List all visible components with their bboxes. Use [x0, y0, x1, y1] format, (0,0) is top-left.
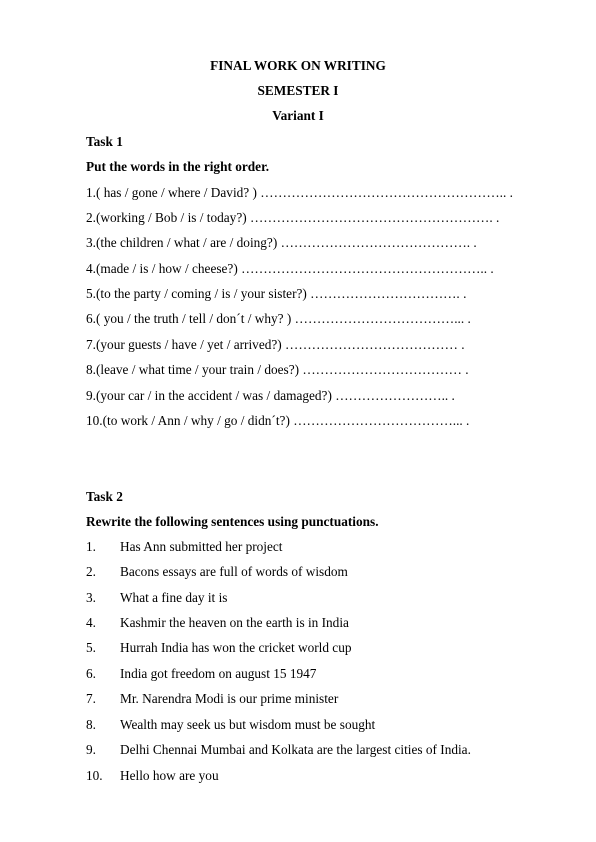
task2-item-text: What a fine day it is [120, 590, 228, 605]
task2-item [86, 615, 349, 631]
variant-heading: Variant I [272, 108, 324, 123]
task2-item-number: 2. [86, 564, 96, 579]
task1-item: 7.(your guests / have / yet / arrived?) ………………………………… . [86, 337, 465, 352]
task2-item-text: Hello how are you [120, 768, 219, 783]
task2-item-number: 5. [86, 640, 96, 655]
task2-item [86, 539, 282, 555]
task2-item-text: India got freedom on august 15 1947 [120, 666, 317, 681]
task2-item-number: 3. [86, 590, 96, 605]
task2-item-number: 1. [86, 539, 96, 554]
task1-item: 9.(your car / in the accident / was / damaged?) …………………….. . [86, 388, 455, 403]
task2-item [86, 564, 348, 580]
task2-item-text: Wealth may seek us but wisdom must be sought [120, 717, 376, 732]
task2-item-number: 9. [86, 742, 96, 757]
task1-item: 6.( you / the truth / tell / don´t / why? ) ………………………………... . [86, 311, 471, 326]
task2-item-number: 10. [86, 768, 103, 783]
task2-item-text: Kashmir the heaven on the earth is in India [120, 615, 349, 630]
task2-item [86, 691, 338, 707]
task2-instruction: Rewrite the following sentences using punctuations. [86, 514, 379, 529]
task2-item [86, 666, 316, 682]
task1-title: Task 1 [86, 134, 123, 149]
document-title: FINAL WORK ON WRITING [210, 58, 386, 73]
task2-item [86, 590, 227, 606]
task2-item [86, 717, 375, 733]
task1-item: 4.(made / is / how / cheese?) ……………………………………………….. . [86, 261, 494, 276]
task2-item-number: 6. [86, 666, 96, 681]
task2-item-text: Has Ann submitted her project [120, 539, 283, 554]
task1-instruction: Put the words in the right order. [86, 159, 270, 174]
task1-item: 1.( has / gone / where / David? ) ……………………………………………….. . [86, 185, 513, 200]
task2-item-number: 8. [86, 717, 96, 732]
task2-item [86, 768, 219, 784]
task2-item [86, 742, 471, 758]
task2-item [86, 640, 352, 656]
task1-item: 8.(leave / what time / your train / does?) ……………………………… . [86, 362, 469, 377]
task1-item: 2.(working / Bob / is / today?) ………………………………………………. . [86, 210, 500, 225]
task2-title: Task 2 [86, 489, 123, 504]
task1-item: 3.(the children / what / are / doing?) ……………………………………. . [86, 235, 477, 250]
task2-item-text: Delhi Chennai Mumbai and Kolkata are the largest cities of India. [120, 742, 471, 757]
task1-item: 10.(to work / Ann / why / go / didn´t?) ………………………………... . [86, 413, 470, 428]
task2-item-number: 4. [86, 615, 96, 630]
task2-item-number: 7. [86, 691, 96, 706]
task1-item: 5.(to the party / coming / is / your sister?) ……………………………. . [86, 286, 467, 301]
task2-item-text: Hurrah India has won the cricket world cup [120, 640, 352, 655]
semester-heading: SEMESTER I [257, 83, 339, 98]
task2-item-text: Mr. Narendra Modi is our prime minister [120, 691, 339, 706]
task2-item-text: Bacons essays are full of words of wisdom [120, 564, 348, 579]
